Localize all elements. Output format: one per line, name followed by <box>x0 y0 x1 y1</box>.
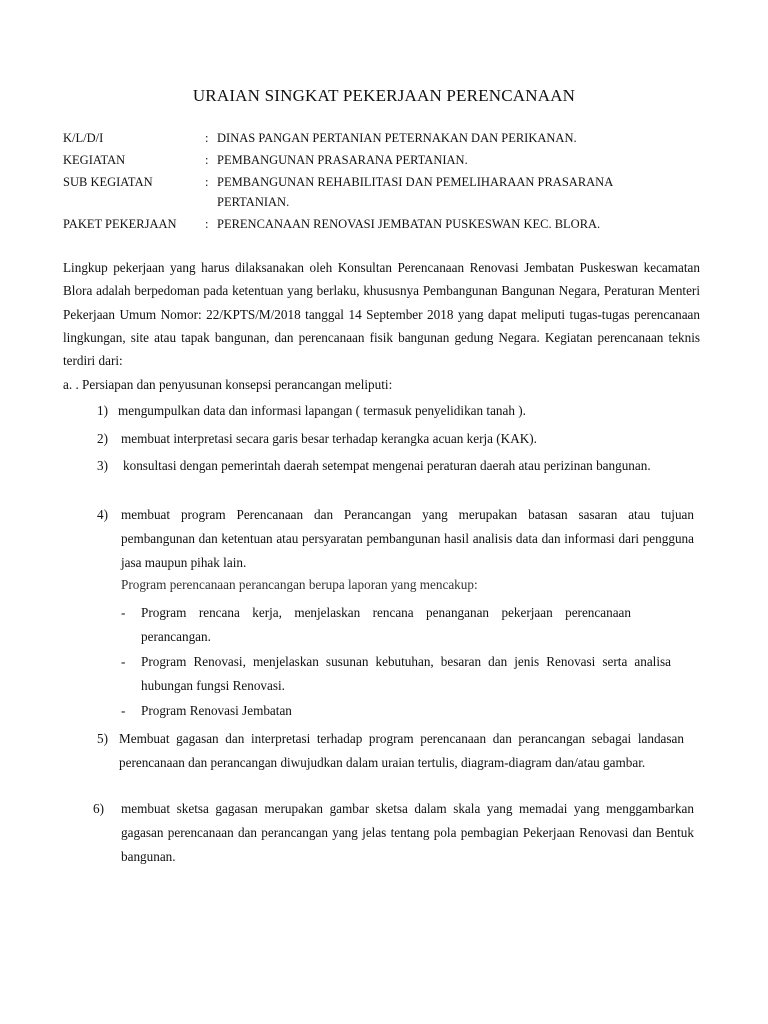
item-text: Program Renovasi Jembatan <box>141 703 292 718</box>
item-dash: - <box>121 654 126 669</box>
intro-paragraph: Lingkup pekerjaan yang harus dilaksanakan oleh Konsultan Perencanaan Renovasi Jembatan Puskeswan kecamatan Blora adalah berpedoman pada ketentuan yang berlaku, khususnya Pembangunan Bangunan Negara, Peraturan Menteri Pekerjaan Umum Nomor: 22/KPTS/M/2018 tanggal 14 September 2018 yang dapat meliputi tugas-tugas perencanaan lingkungan, site atau tapak bangunan, dan perencanaan fisik bangunan gedung Negara. Kegiatan perencanaan teknis terdiri dari: <box>63 260 700 369</box>
item-number: 2) <box>97 431 108 446</box>
item-dash: - <box>121 605 126 620</box>
meta-key: PAKET PEKERJAAN <box>63 217 177 231</box>
item-text: membuat interpretasi secara garis besar terhadap kerangka acuan kerja (KAK). <box>121 431 537 446</box>
item-text: membuat sketsa gagasan merupakan gambar sketsa dalam skala yang memadai yang menggambarkan gagasan perencanaan dan perancangan yang jelas tentang pola pembagian Pekerjaan Renovasi dan Bentuk bangunan. <box>121 801 694 864</box>
item-text: mengumpulkan data dan informasi lapangan ( termasuk penyelidikan tanah ). <box>118 403 526 418</box>
meta-key: SUB KEGIATAN <box>63 175 153 189</box>
item-text: membuat program Perencanaan dan Perancangan yang merupakan batasan sasaran atau tujuan pembangunan dan ketentuan atau persyaratan pembangunan hasil analisis data dan informasi dari pengguna jasa maupun pihak lain. <box>121 507 694 570</box>
meta-colon: : <box>205 153 209 167</box>
item-number: 3) <box>97 458 108 473</box>
item-dash: - <box>121 703 126 718</box>
item-text: Membuat gagasan dan interpretasi terhadap program perencanaan dan perancangan sebagai landasan perencanaan dan perancangan diwujudkan dalam uraian tertulis, diagram-diagram dan/atau gambar. <box>119 731 684 770</box>
meta-value: DINAS PANGAN PERTANIAN PETERNAKAN DAN PERIKANAN. <box>217 131 577 145</box>
section-a-heading: a. . Persiapan dan penyusunan konsepsi perancangan meliputi: <box>63 377 393 392</box>
meta-colon: : <box>205 217 209 231</box>
item-text: konsultasi dengan pemerintah daerah setempat mengenai peraturan daerah atau perizinan bangunan. <box>123 458 651 473</box>
meta-key: KEGIATAN <box>63 153 126 167</box>
meta-value: PEMBANGUNAN REHABILITASI DAN PEMELIHARAAN PRASARANA PERTANIAN. <box>217 175 613 209</box>
item-text: Program Renovasi, menjelaskan susunan kebutuhan, besaran dan jenis Renovasi serta analisa hubungan fungsi Renovasi. <box>141 654 671 693</box>
program-intro: Program perencanaan perancangan berupa laporan yang mencakup: <box>121 577 478 592</box>
item-number: 5) <box>97 731 108 746</box>
meta-value: PEMBANGUNAN PRASARANA PERTANIAN. <box>217 153 468 167</box>
item-text: Program rencana kerja, menjelaskan rencana penanganan pekerjaan perencanaan perancangan. <box>141 605 631 644</box>
item-number: 4) <box>97 507 108 522</box>
document-title: URAIAN SINGKAT PEKERJAAN PERENCANAAN <box>192 86 576 105</box>
item-number: 1) <box>97 403 108 418</box>
item-number: 6) <box>93 801 104 816</box>
meta-colon: : <box>205 175 209 189</box>
meta-key: K/L/D/I <box>63 131 104 145</box>
meta-value: PERENCANAAN RENOVASI JEMBATAN PUSKESWAN KEC. BLORA. <box>217 217 601 231</box>
meta-colon: : <box>205 131 209 145</box>
